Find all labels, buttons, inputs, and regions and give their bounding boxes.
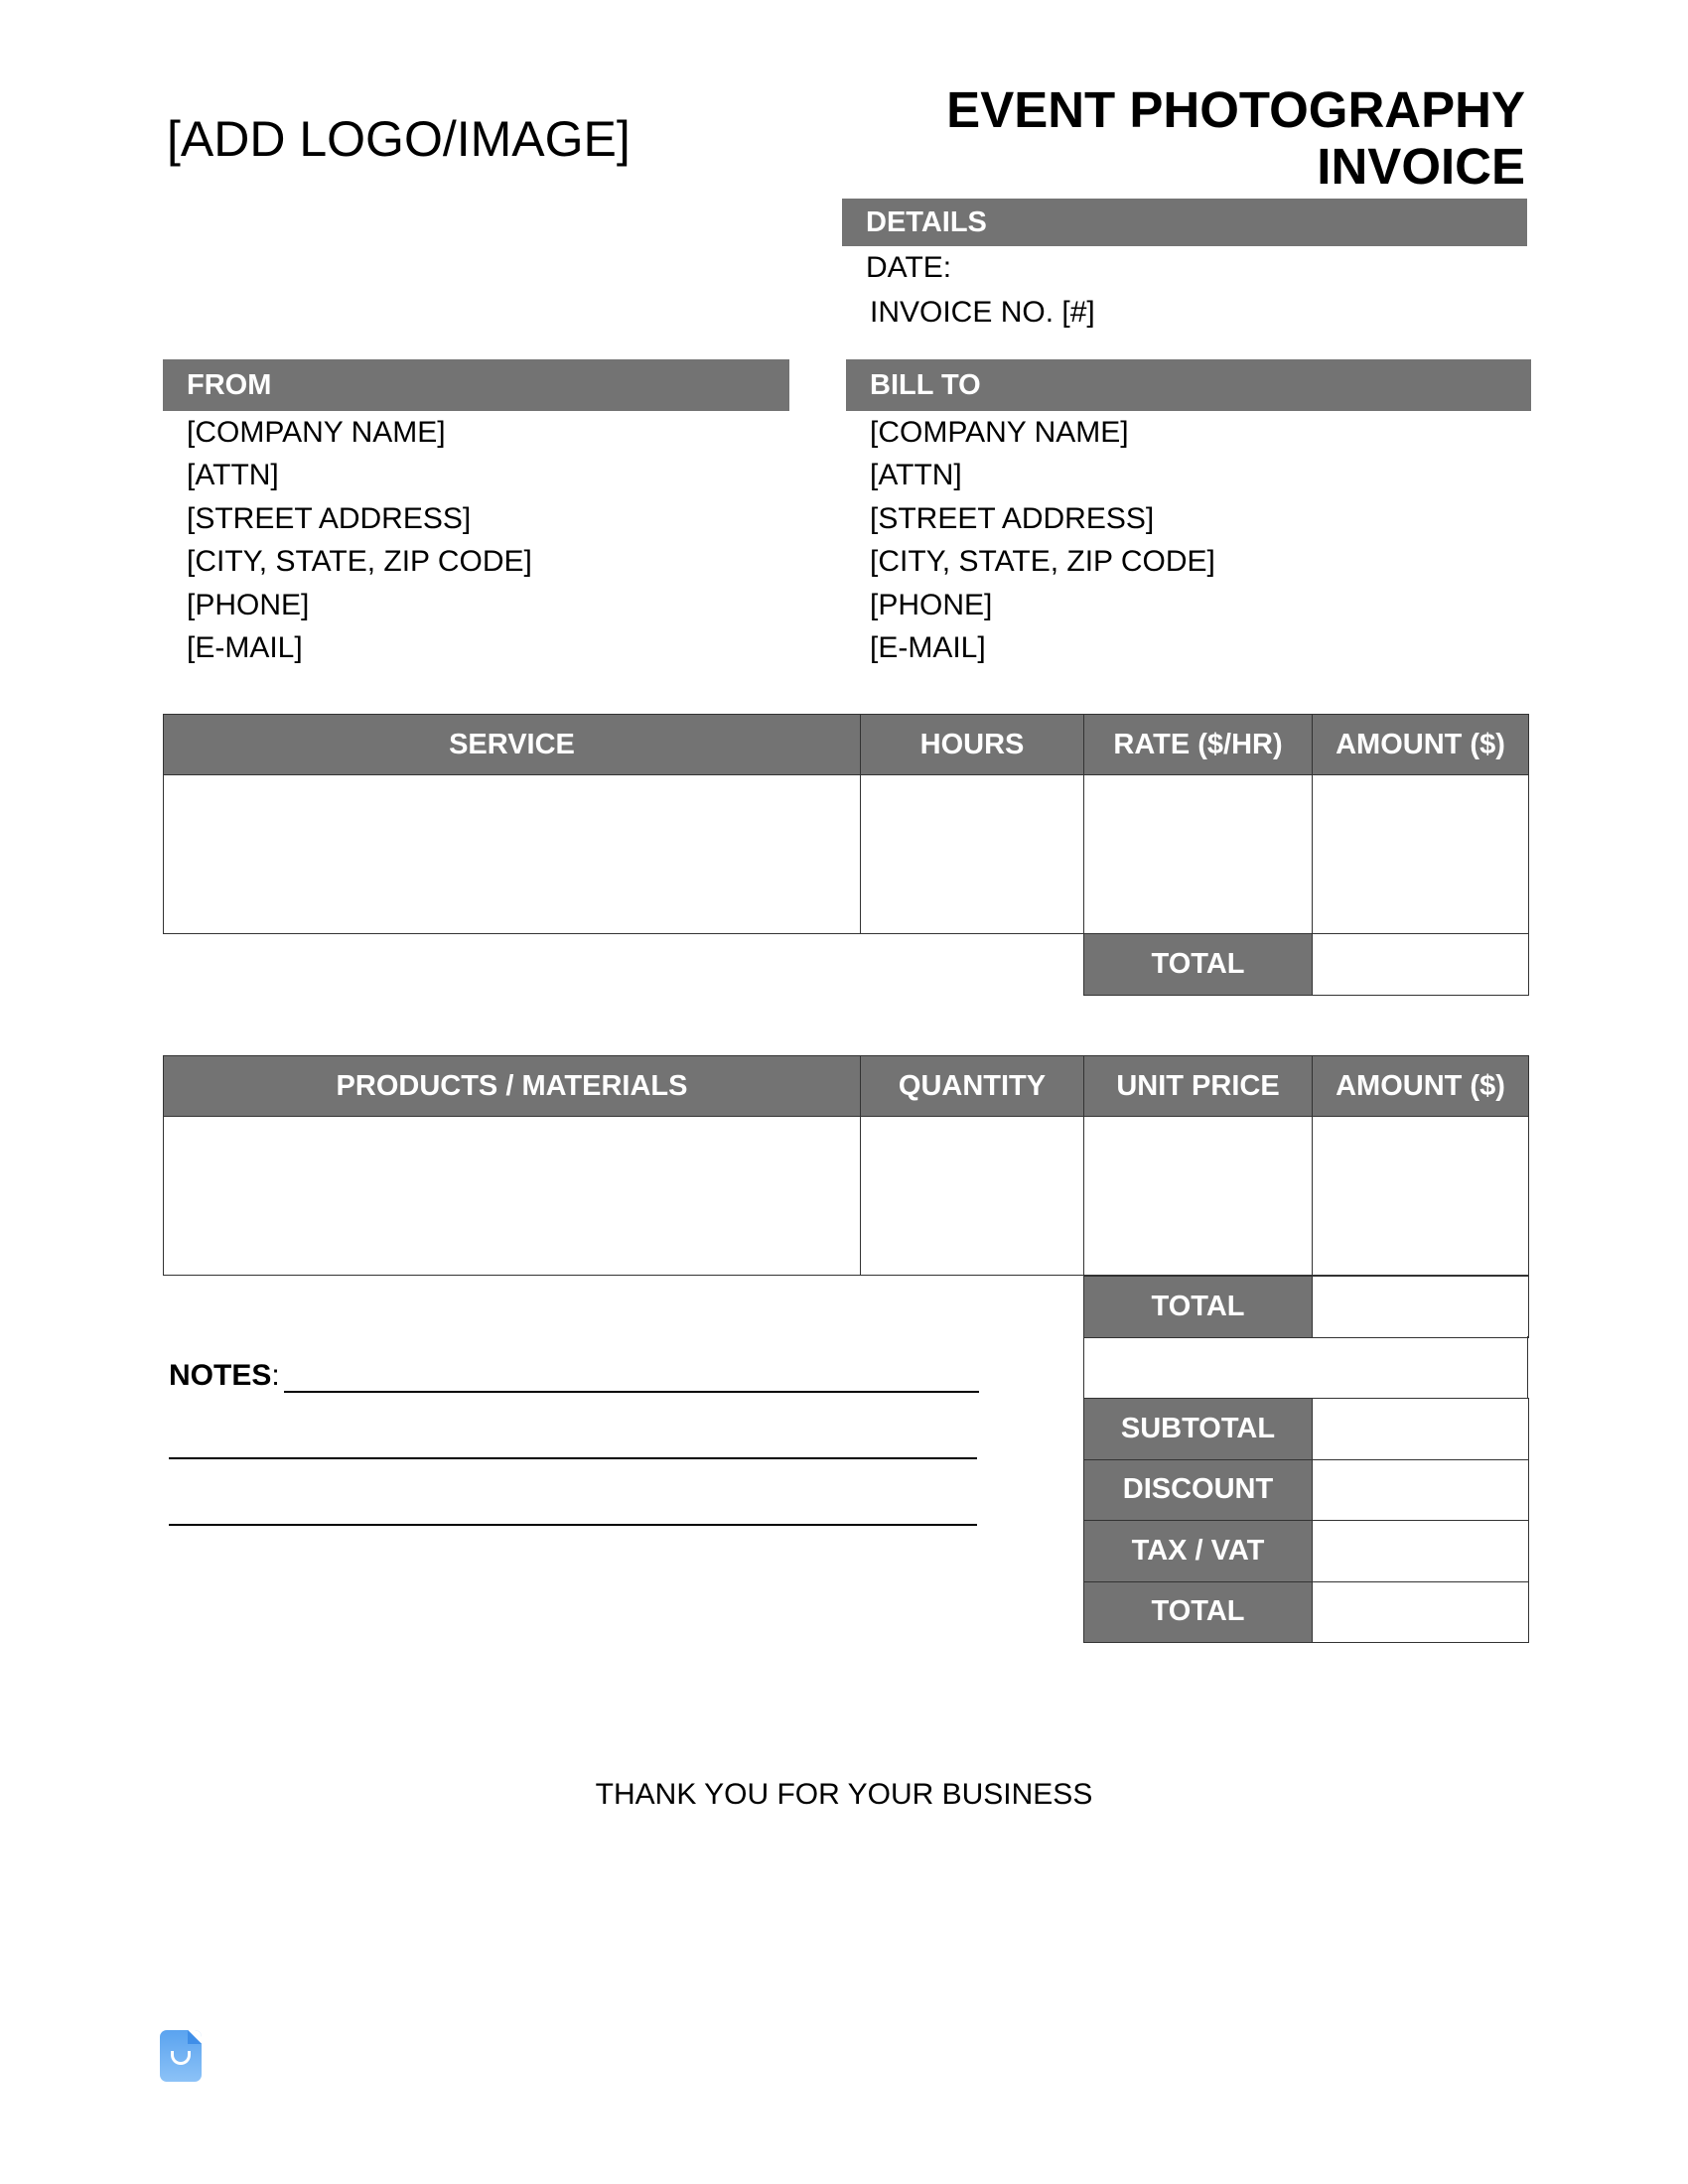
- tax-vat-label: TAX / VAT: [1084, 1521, 1313, 1582]
- subtotal-label: SUBTOTAL: [1084, 1399, 1313, 1460]
- product-amount-cell[interactable]: [1313, 1117, 1529, 1276]
- bill-to-phone[interactable]: [PHONE]: [870, 588, 993, 621]
- discount-label: DISCOUNT: [1084, 1459, 1313, 1521]
- products-column-header: PRODUCTS / MATERIALS: [164, 1056, 861, 1117]
- bill-to-street-address[interactable]: [STREET ADDRESS]: [870, 501, 1155, 535]
- subtotal-value[interactable]: [1313, 1399, 1529, 1460]
- products-total-label: TOTAL: [1084, 1277, 1313, 1338]
- date-field[interactable]: DATE:: [866, 251, 952, 284]
- document-title: [731, 81, 1525, 195]
- summary-table: [1083, 1398, 1529, 1643]
- bill-to-attn[interactable]: [ATTN]: [870, 459, 962, 492]
- notes-line-2[interactable]: [169, 1457, 977, 1459]
- title-line-2: INVOICE: [1317, 138, 1525, 195]
- notes-line-1[interactable]: [284, 1391, 979, 1393]
- invoice-number-field[interactable]: INVOICE NO. [#]: [870, 296, 1095, 329]
- service-column-header: SERVICE: [164, 715, 861, 775]
- service-amount-cell[interactable]: [1313, 775, 1529, 934]
- products-total-row: [1083, 1276, 1529, 1338]
- summary-spacer: [1083, 1336, 1528, 1399]
- from-street-address[interactable]: [STREET ADDRESS]: [187, 501, 472, 535]
- from-address-block: [187, 411, 532, 669]
- from-phone[interactable]: [PHONE]: [187, 588, 310, 621]
- services-table: [163, 714, 1529, 934]
- from-attn[interactable]: [ATTN]: [187, 459, 279, 492]
- quantity-column-header: QUANTITY: [861, 1056, 1084, 1117]
- hours-column-header: HOURS: [861, 715, 1084, 775]
- notes-separator: :: [271, 1359, 280, 1392]
- table-row: [164, 775, 1529, 934]
- from-email[interactable]: [E-MAIL]: [187, 631, 303, 665]
- service-cell[interactable]: [164, 775, 861, 934]
- product-cell[interactable]: [164, 1117, 861, 1276]
- tax-vat-value[interactable]: [1313, 1521, 1529, 1582]
- services-total-label: TOTAL: [1084, 934, 1313, 996]
- unit-price-column-header: UNIT PRICE: [1084, 1056, 1313, 1117]
- rate-cell[interactable]: [1084, 775, 1313, 934]
- services-total-row: [1083, 933, 1529, 996]
- bill-to-company-name[interactable]: [COMPANY NAME]: [870, 416, 1129, 449]
- table-row: [164, 1117, 1529, 1276]
- rate-column-header: RATE ($/HR): [1084, 715, 1313, 775]
- unit-price-cell[interactable]: [1084, 1117, 1313, 1276]
- products-total-value[interactable]: [1313, 1277, 1529, 1338]
- from-heading: FROM: [163, 359, 789, 411]
- bill-to-email[interactable]: [E-MAIL]: [870, 631, 986, 665]
- details-heading: DETAILS: [842, 199, 1527, 246]
- from-company-name[interactable]: [COMPANY NAME]: [187, 416, 446, 449]
- from-city-state-zip[interactable]: [CITY, STATE, ZIP CODE]: [187, 545, 532, 579]
- bill-to-heading: BILL TO: [846, 359, 1531, 411]
- bill-to-city-state-zip[interactable]: [CITY, STATE, ZIP CODE]: [870, 545, 1215, 579]
- hours-cell[interactable]: [861, 775, 1084, 934]
- products-table: [163, 1055, 1529, 1276]
- grand-total-value[interactable]: [1313, 1581, 1529, 1643]
- quantity-cell[interactable]: [861, 1117, 1084, 1276]
- grand-total-label: TOTAL: [1084, 1581, 1313, 1643]
- smile-icon: [171, 2051, 191, 2065]
- bill-to-address-block: [870, 411, 1215, 669]
- discount-value[interactable]: [1313, 1459, 1529, 1521]
- notes-label-text: NOTES: [169, 1359, 272, 1392]
- notes-line-3[interactable]: [169, 1524, 977, 1526]
- thank-you-message: THANK YOU FOR YOUR BUSINESS: [595, 1778, 1093, 1811]
- page-fold-icon: [188, 2030, 202, 2044]
- product-amount-column-header: AMOUNT ($): [1313, 1056, 1529, 1117]
- logo-placeholder: [ADD LOGO/IMAGE]: [167, 111, 631, 167]
- notes-label: [169, 1358, 280, 1394]
- services-total-value[interactable]: [1313, 934, 1529, 996]
- title-line-1: EVENT PHOTOGRAPHY: [946, 81, 1525, 138]
- document-smile-icon: [160, 2030, 202, 2082]
- service-amount-column-header: AMOUNT ($): [1313, 715, 1529, 775]
